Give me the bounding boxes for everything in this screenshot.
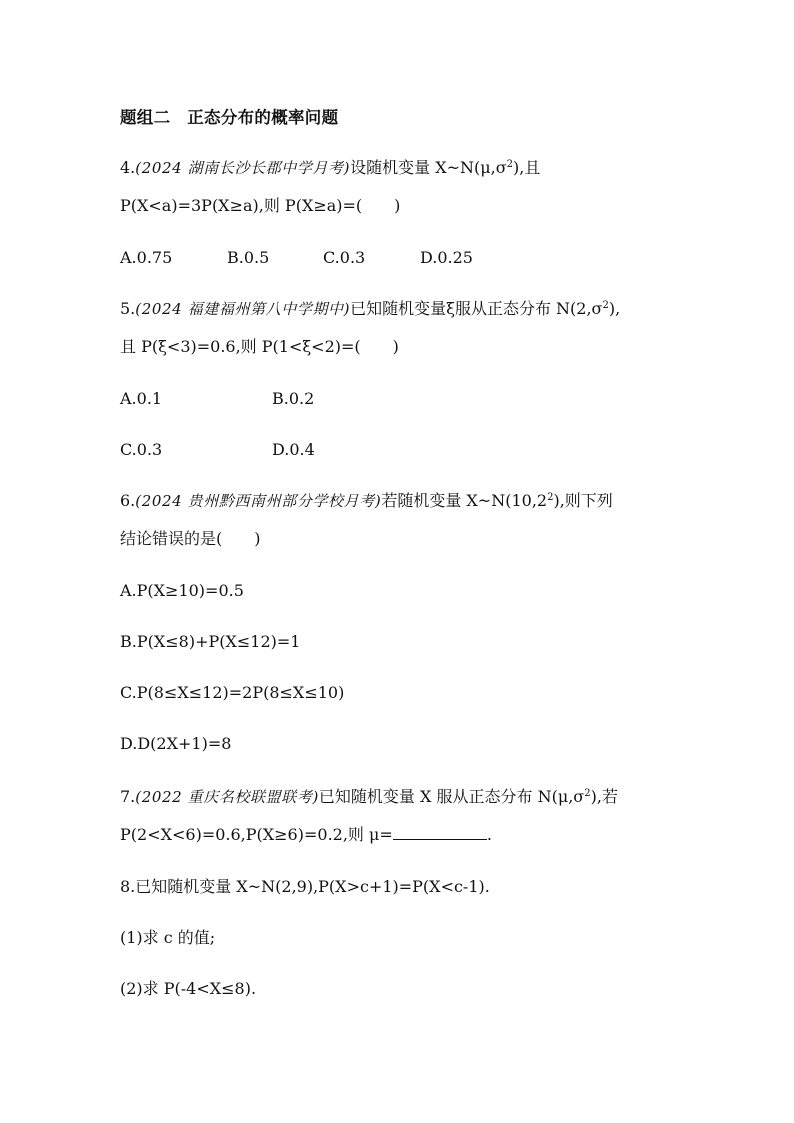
question-6-line-1 (120, 490, 613, 512)
question-6-option-d: D.D(2X+1)=8 (120, 734, 232, 753)
question-4-text: 设随机变量 X~N(μ,σ (350, 158, 507, 177)
question-4-line-1 (120, 157, 540, 179)
question-7-line-2 (120, 824, 492, 846)
question-4-text-end: ),且 (513, 158, 541, 177)
question-4-superscript: 2 (506, 159, 514, 170)
question-6-option-c: C.P(8≤X≤12)=2P(8≤X≤10) (120, 683, 345, 702)
question-6-source: (2024 贵州黔西南州部分学校月考) (135, 492, 382, 510)
question-5-option-c: C.0.3 (120, 440, 163, 459)
question-4-option-b: B.0.5 (227, 248, 270, 267)
question-6-text-end: ),则下列 (553, 491, 613, 510)
question-7-number: 7. (120, 787, 136, 806)
question-5-text: 已知随机变量ξ服从正态分布 N(2,σ (350, 299, 603, 318)
question-5-number: 5. (120, 299, 136, 318)
question-7-text: 已知随机变量 X 服从正态分布 N(μ,σ (318, 787, 585, 806)
question-6-line-2: 结论错误的是( ) (120, 529, 261, 548)
question-5-line-2: 且 P(ξ<3)=0.6,则 P(1<ξ<2)=( ) (120, 337, 399, 356)
question-7-text-end: ),若 (590, 787, 618, 806)
section-title: 题组二 正态分布的概率问题 (120, 108, 339, 127)
question-7-line-1 (120, 786, 618, 808)
question-5-line-1 (120, 298, 620, 320)
answer-blank (393, 825, 487, 840)
question-6-option-a: A.P(X≥10)=0.5 (120, 581, 244, 600)
question-4-option-a: A.0.75 (120, 248, 173, 267)
question-8-line-1: 8.已知随机变量 X~N(2,9),P(X>c+1)=P(X<c-1). (120, 877, 490, 896)
question-5-option-a: A.0.1 (120, 389, 163, 408)
question-8-part-1: (1)求 c 的值; (120, 928, 216, 947)
question-5-superscript: 2 (602, 300, 609, 311)
question-7-line-2-text: P(2<X<6)=0.6,P(X≥6)=0.2,则 μ= (120, 825, 393, 844)
question-5-text-end: ), (608, 299, 621, 318)
question-6-superscript: 2 (547, 492, 554, 503)
question-4-option-d: D.0.25 (420, 248, 473, 267)
question-7-source: (2022 重庆名校联盟联考) (135, 788, 319, 806)
question-5-option-b: B.0.2 (272, 389, 315, 408)
question-6-option-b: B.P(X≤8)+P(X≤12)=1 (120, 632, 301, 651)
question-7-superscript: 2 (584, 788, 591, 799)
question-5-option-d: D.0.4 (272, 440, 315, 459)
question-7-line-2-end: . (486, 825, 492, 844)
question-5-source: (2024 福建福州第八中学期中) (135, 300, 351, 318)
question-6-number: 6. (120, 491, 136, 510)
question-4-number: 4. (120, 158, 136, 177)
question-6-text: 若随机变量 X~N(10,2 (381, 491, 548, 510)
question-4-source: (2024 湖南长沙长郡中学月考) (135, 159, 351, 177)
question-4-option-c: C.0.3 (323, 248, 366, 267)
question-8-part-2: (2)求 P(-4<X≤8). (120, 979, 257, 998)
question-4-line-2: P(X<a)=3P(X≥a),则 P(X≥a)=( ) (120, 196, 401, 215)
